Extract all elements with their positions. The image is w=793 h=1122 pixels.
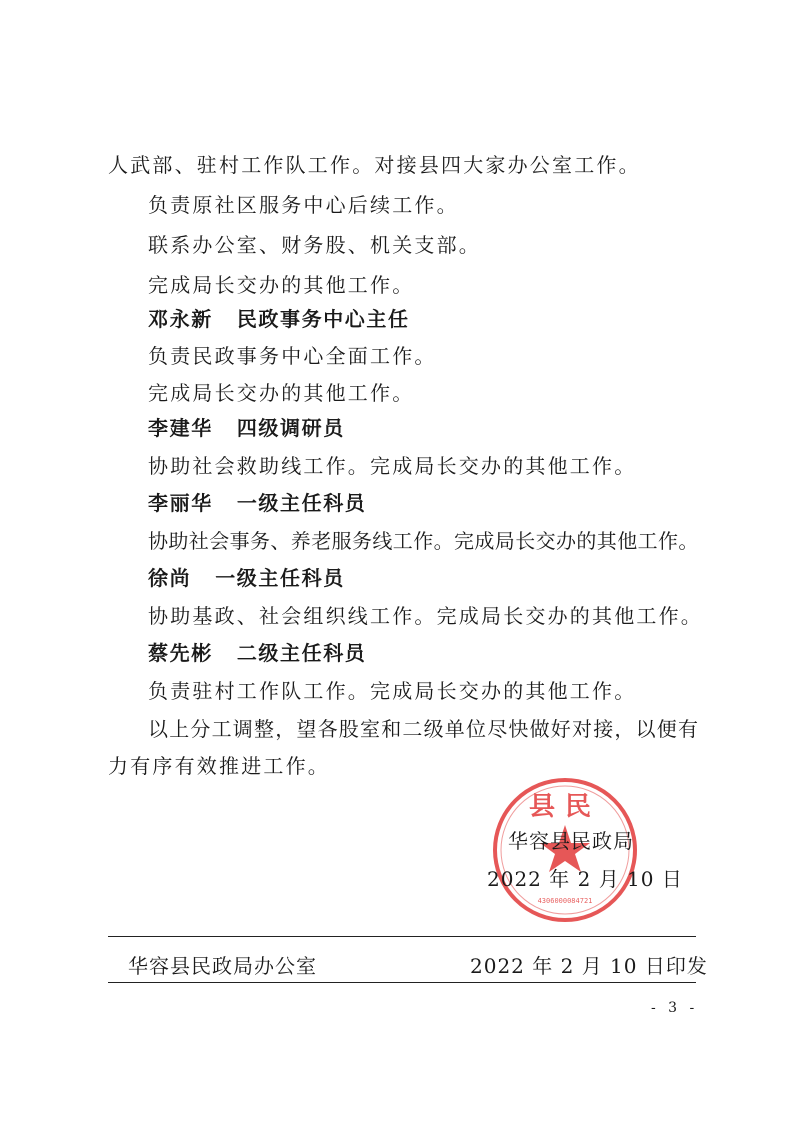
body-line-2: 负责原社区服务中心后续工作。 [148, 193, 459, 217]
person-title: 四级调研员 [236, 416, 345, 440]
person-title: 一级主任科员 [236, 491, 367, 515]
person-title: 民政事务中心主任 [236, 307, 410, 331]
footer-issue-date: 2022 年 2 月 10 日印发 [470, 954, 708, 978]
page-number: - 3 - [651, 1000, 699, 1016]
person-heading-cai [148, 640, 366, 666]
person-name: 李丽华 [148, 491, 213, 515]
person-duty: 协助基政、社会组织线工作。完成局长交办的其他工作。 [148, 604, 703, 628]
person-name: 蔡先彬 [148, 641, 213, 665]
person-name: 李建华 [148, 416, 213, 440]
signature-org: 华容县民政局 [508, 829, 634, 853]
signature-date: 2022 年 2 月 10 日 [487, 867, 683, 891]
person-name: 邓永新 [148, 307, 213, 331]
person-heading-li-jianhua [148, 415, 345, 441]
body-line-1: 人武部、驻村工作队工作。对接县四大家办公室工作。 [108, 153, 641, 177]
seal-text: 县民 [528, 792, 602, 822]
footer-issuer: 华容县民政局办公室 [128, 954, 317, 978]
person-name: 徐尚 [148, 566, 192, 590]
person-duty: 完成局长交办的其他工作。 [148, 381, 415, 405]
body-line-4: 完成局长交办的其他工作。 [148, 273, 415, 297]
closing-line-2: 力有序有效推进工作。 [108, 754, 330, 778]
seal-code: 4306000084721 [537, 897, 593, 905]
person-heading-li-lihua [148, 490, 366, 516]
person-title: 一级主任科员 [215, 566, 345, 590]
person-duty: 负责驻村工作队工作。完成局长交办的其他工作。 [148, 679, 637, 703]
person-heading-xu-shang [148, 565, 345, 591]
footer-top-rule [108, 936, 696, 937]
person-heading-deng [148, 306, 410, 332]
person-duty: 负责民政事务中心全面工作。 [148, 344, 437, 368]
person-duty: 协助社会救助线工作。完成局长交办的其他工作。 [148, 454, 637, 478]
closing-line-1: 以上分工调整，望各股室和二级单位尽快做好对接，以便有 [148, 717, 700, 741]
footer-bottom-rule [108, 982, 696, 983]
body-line-3: 联系办公室、财务股、机关支部。 [148, 233, 481, 257]
person-title: 二级主任科员 [236, 641, 367, 665]
person-duty: 协助社会事务、养老服务线工作。完成局长交办的其他工作。 [148, 529, 699, 553]
